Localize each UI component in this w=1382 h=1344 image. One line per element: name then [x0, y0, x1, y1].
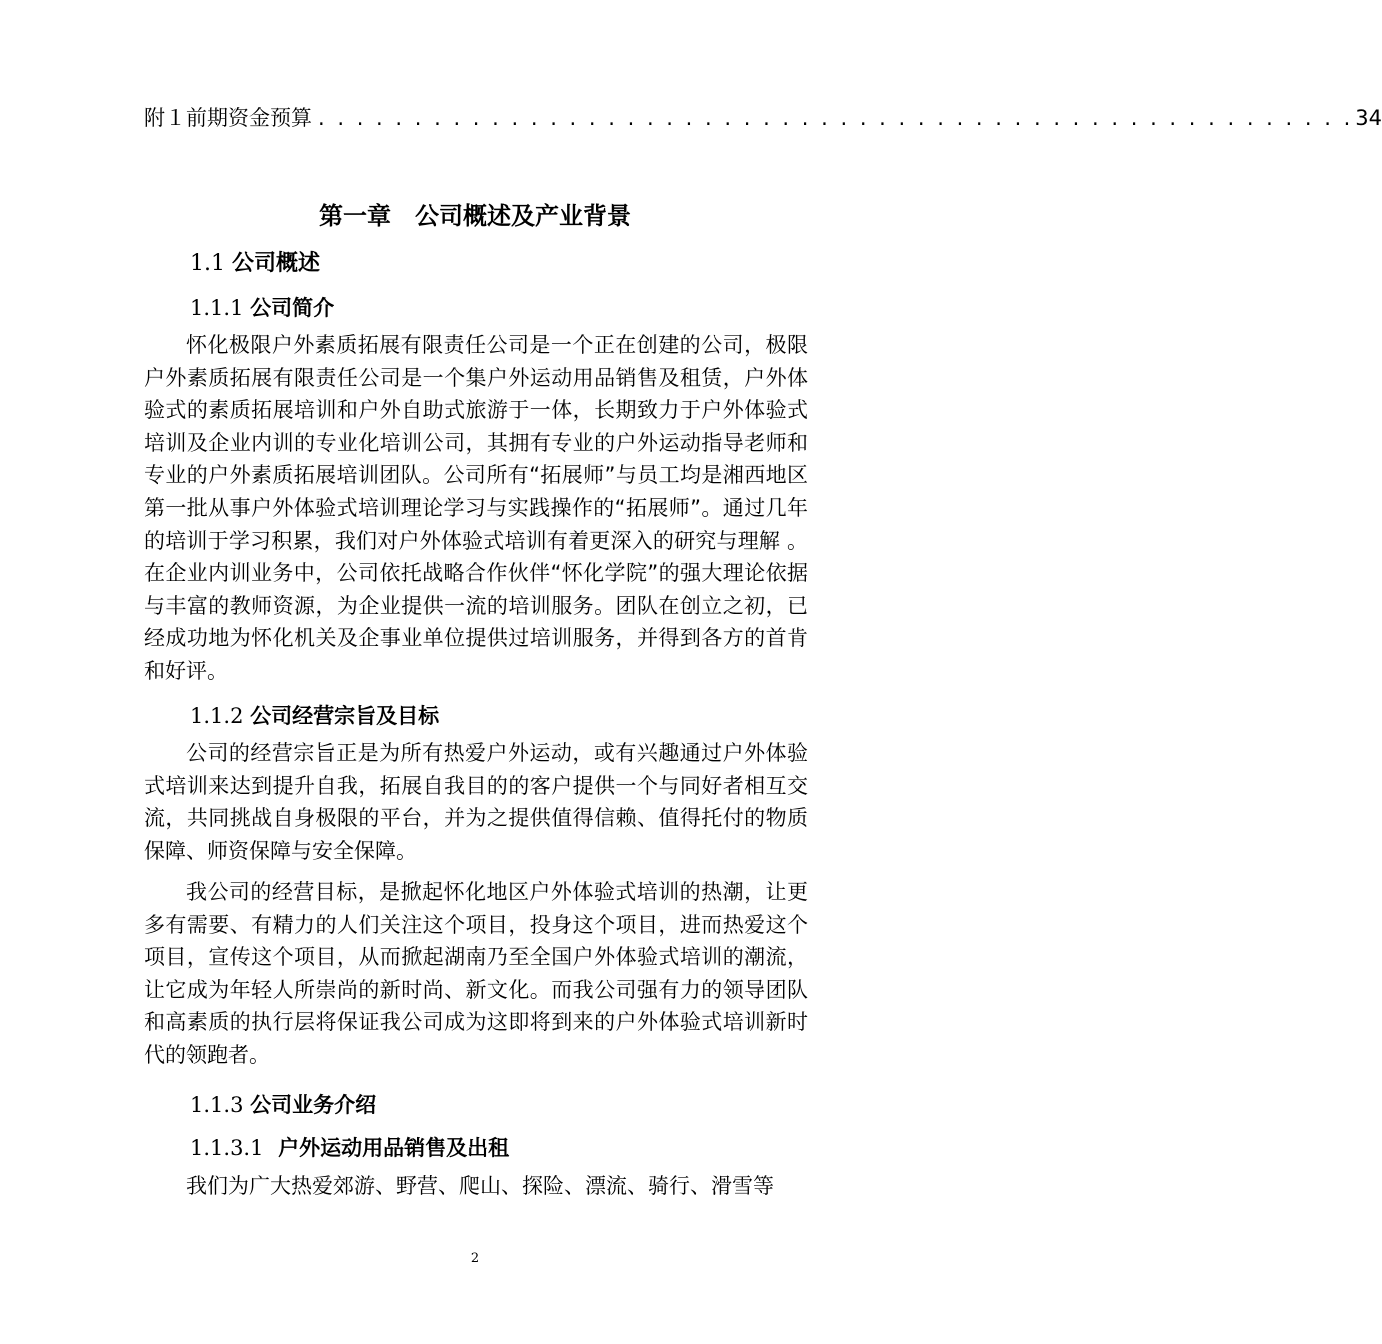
- toc-entry-page: 34: [1355, 106, 1382, 130]
- heading-text: 公司概述: [232, 251, 321, 276]
- page-number: 2: [470, 1251, 480, 1266]
- heading-number: 1.1.3: [190, 1093, 244, 1117]
- heading-1-1: [190, 246, 320, 277]
- heading-text: 公司简介: [250, 296, 335, 320]
- paragraph-business-purpose: 公司的经营宗旨正是为所有热爱户外运动，或有兴趣通过户外体验式培训来达到提升自我，拓展自我目的的客户提供一个与同好者相互交流，共同挑战自身极限的平台，并为之提供值得信赖、值得托付的物质保障、师资保障与安全保障。: [144, 741, 808, 863]
- heading-text: 公司经营宗旨及目标: [250, 704, 440, 728]
- heading-number: 1.1: [190, 251, 225, 276]
- toc-leader-dots: . . . . . . . . . . . . . . . . . . . . . . . . . . . . . . . . . . . . . . . . . . . . . . . . . . . . . .: [318, 106, 1354, 130]
- paragraph-sales-rental: 我们为广大热爱郊游、野营、爬山、探险、漂流、骑行、滑雪等: [186, 1174, 774, 1198]
- heading-text: 户外运动用品销售及出租: [278, 1136, 510, 1160]
- toc-entry[interactable]: [144, 102, 1382, 136]
- heading-text: 公司业务介绍: [250, 1093, 377, 1117]
- heading-number: 1.1.1: [190, 296, 244, 320]
- paragraph-company-intro: 怀化极限户外素质拓展有限责任公司是一个正在创建的公司，极限户外素质拓展有限责任公司是一个集户外运动用品销售及租赁，户外体验式的素质拓展培训和户外自助式旅游于一体，长期致力于户外体验式培训及企业内训的专业化培训公司，其拥有专业的户外运动指导老师和专业的户外素质拓展培训团队。公司所有“拓展师”与员工均是湘西地区第一批从事户外体验式培训理论学习与实践操作的“拓展师”。通过几年的培训于学习积累，我们对户外体验式培训有着更深入的研究与理解 。在企业内训业务中，公司依托战略合作伙伴“怀化学院”的强大理论依据与丰富的教师资源，为企业提供一流的培训服务。团队在创立之初，已经成功地为怀化机关及企事业单位提供过培训服务，并得到各方的首肯和好评。: [144, 333, 808, 683]
- heading-number: 1.1.2: [190, 704, 244, 728]
- heading-1-1-2: [190, 700, 439, 730]
- toc-entry-label: 附１前期资金预算: [144, 106, 312, 130]
- heading-1-1-1: [190, 292, 334, 322]
- heading-1-1-3-1: [190, 1132, 509, 1162]
- paragraph-business-goal: 我公司的经营目标，是掀起怀化地区户外体验式培训的热潮，让更多有需要、有精力的人们关注这个项目，投身这个项目，进而热爱这个项目，宣传这个项目，从而掀起湖南乃至全国户外体验式培训的潮流，让它成为年轻人所崇尚的新时尚、新文化。而我公司强有力的领导团队和高素质的执行层将保证我公司成为这即将到来的户外体验式培训新时代的领跑者。: [144, 880, 808, 1067]
- heading-number: 1.1.3.1: [190, 1136, 264, 1160]
- chapter-title: 第一章 公司概述及产业背景: [319, 202, 631, 230]
- heading-1-1-3: [190, 1089, 376, 1119]
